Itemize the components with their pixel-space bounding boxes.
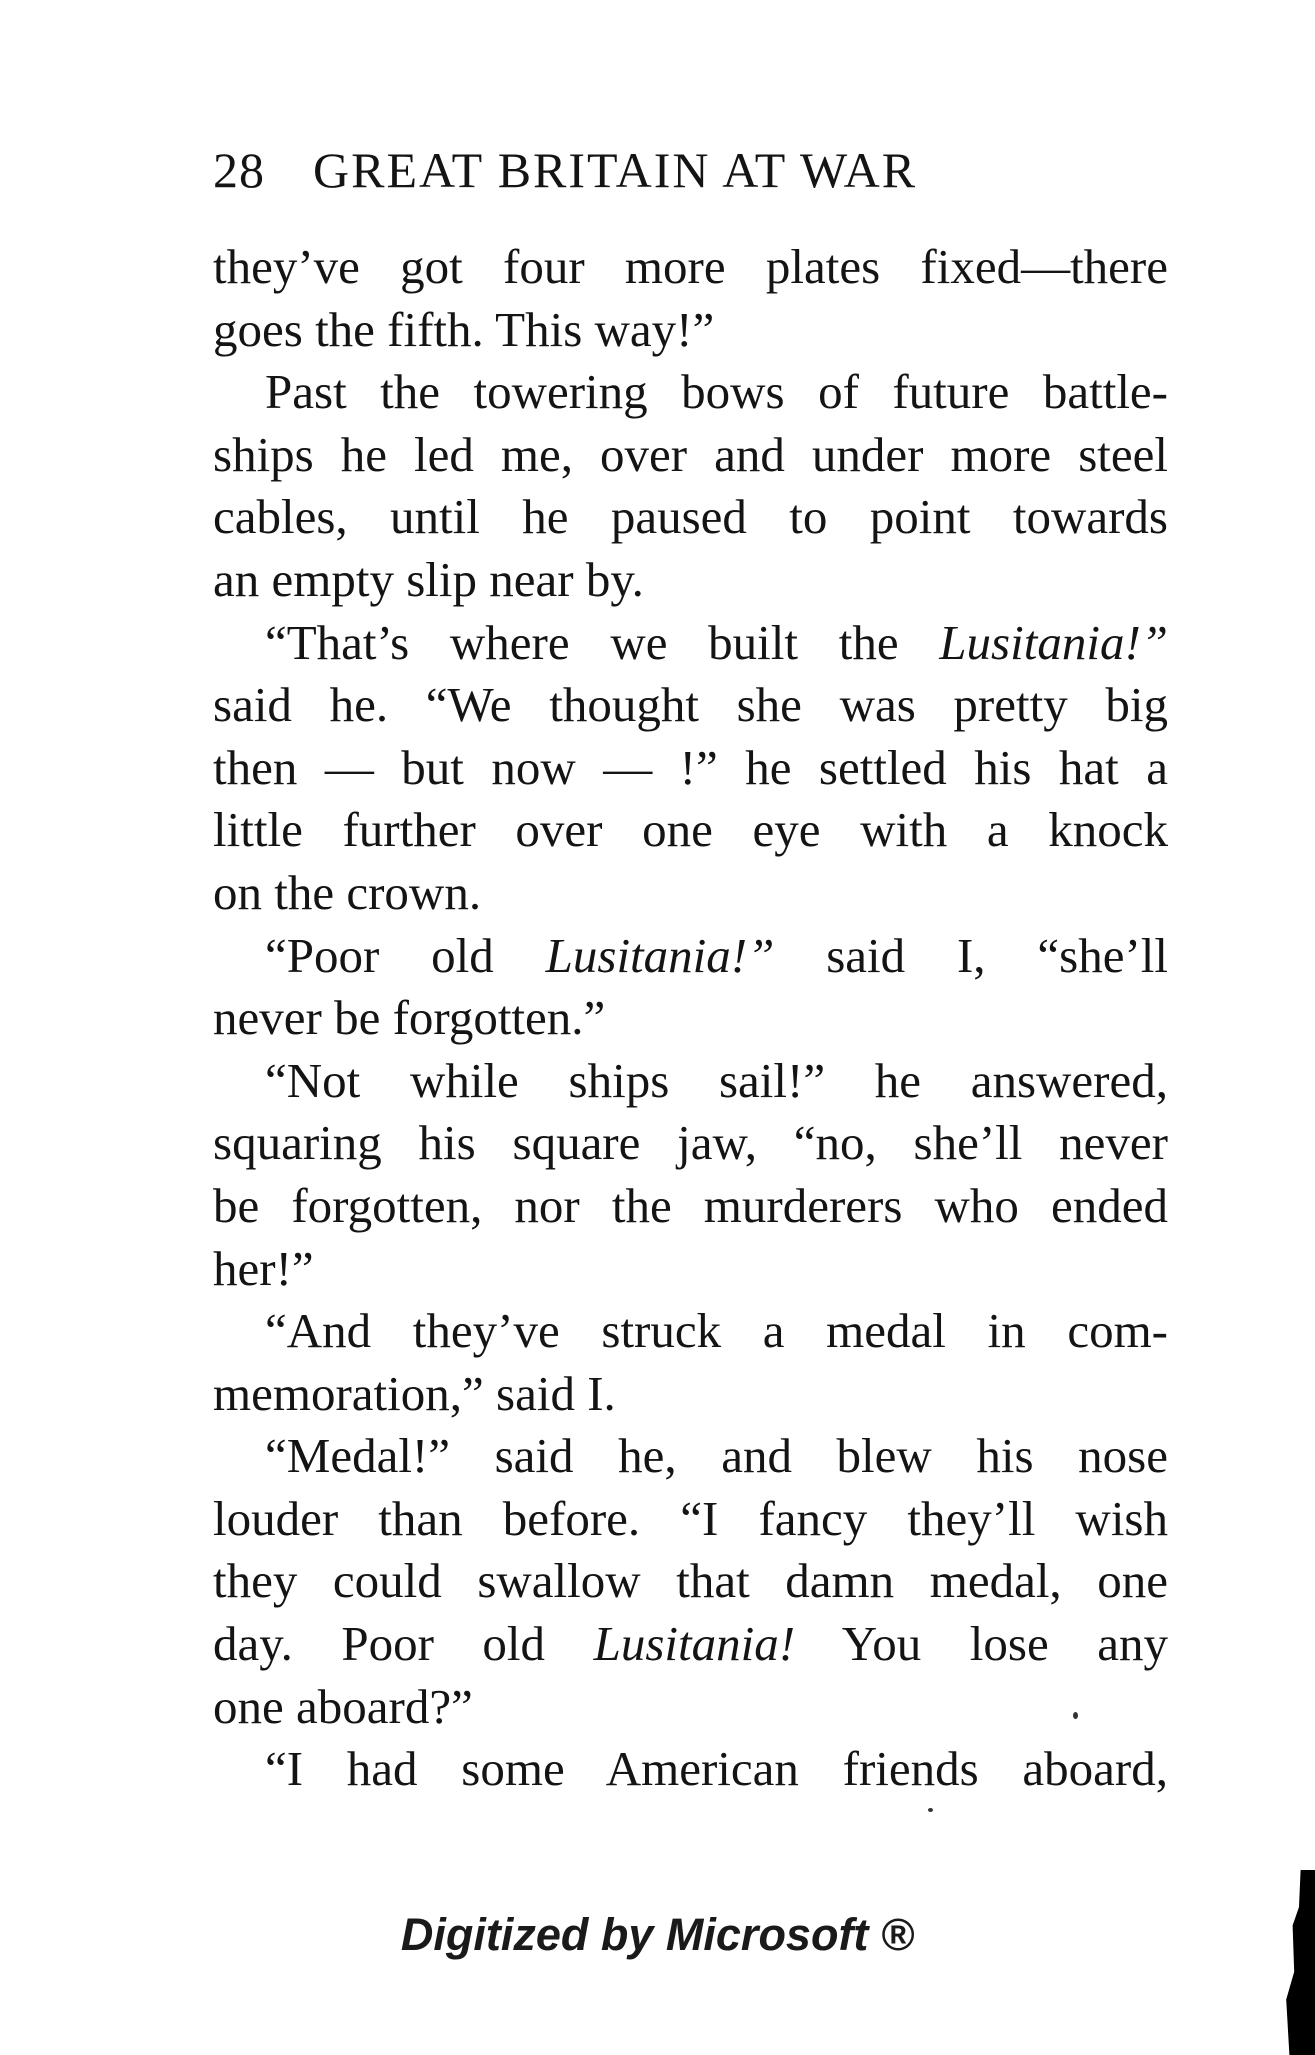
running-title: GREAT BRITAIN AT WAR [313,142,918,198]
paragraph-first-line [213,925,1168,988]
paragraph-first-line: “And they’ve struck a medal in com- [265,1303,1168,1359]
text-line: then — but now — !” he settled his hat a [213,739,1168,795]
text-line: her!” [213,1240,314,1296]
text-line: louder than before. “I fancy they’ll wish [213,1490,1168,1546]
scan-speck [928,1808,933,1812]
text-line: memoration,” said I. [213,1365,616,1421]
text-line: squaring his square jaw, “no, she’ll never [213,1115,1168,1171]
text-line: said he. “We thought she was pretty big [213,677,1168,733]
digitized-watermark: Digitized by Microsoft ® [400,1909,915,1960]
text-line: an empty slip near by. [213,551,644,607]
text-line: they’ve got four more plates fixed—there [213,239,1168,294]
ship-name-italic: Lusitania!” [939,614,1169,670]
paragraph-first-line: “I had some American friends aboard, [265,1741,1168,1797]
text-run: day. Poor old [213,1616,546,1672]
text-line: little further over one eye with a knock [213,802,1168,858]
body-text [213,236,1168,1801]
text-line: goes the fifth. This way!” [213,301,715,357]
ship-name-italic: Lusitania!” [545,927,775,983]
paragraph-first-line: Past the towering bows of future battle- [265,364,1168,420]
text-run: said I, “she’ll [826,927,1168,983]
text-line: ships he led me, over and under more steel [213,426,1168,482]
text-run: “Poor old [265,927,494,983]
text-run: “That’s where we built the [265,614,899,670]
scan-speck [1073,1712,1078,1719]
page-number: 28 [213,142,265,198]
paragraph-first-line: “Medal!” said he, and blew his nose [265,1428,1168,1484]
text-line: one aboard?” [213,1678,473,1734]
text-line: be forgotten, nor the murderers who ended [213,1177,1168,1233]
paragraph-first-line [213,612,1168,675]
text-line: they could swallow that damn medal, one [213,1553,1168,1609]
ship-name-italic: Lusitania! [593,1616,796,1672]
text-run: You lose any [841,1616,1169,1672]
paragraph-first-line: “Not while ships sail!” he answered, [265,1052,1168,1108]
text-line: never be forgotten.” [213,990,606,1046]
text-line: on the crown. [213,864,482,920]
running-head [213,140,1173,200]
text-line: cables, until he paused to point towards [213,489,1168,545]
text-line [213,1613,1168,1676]
